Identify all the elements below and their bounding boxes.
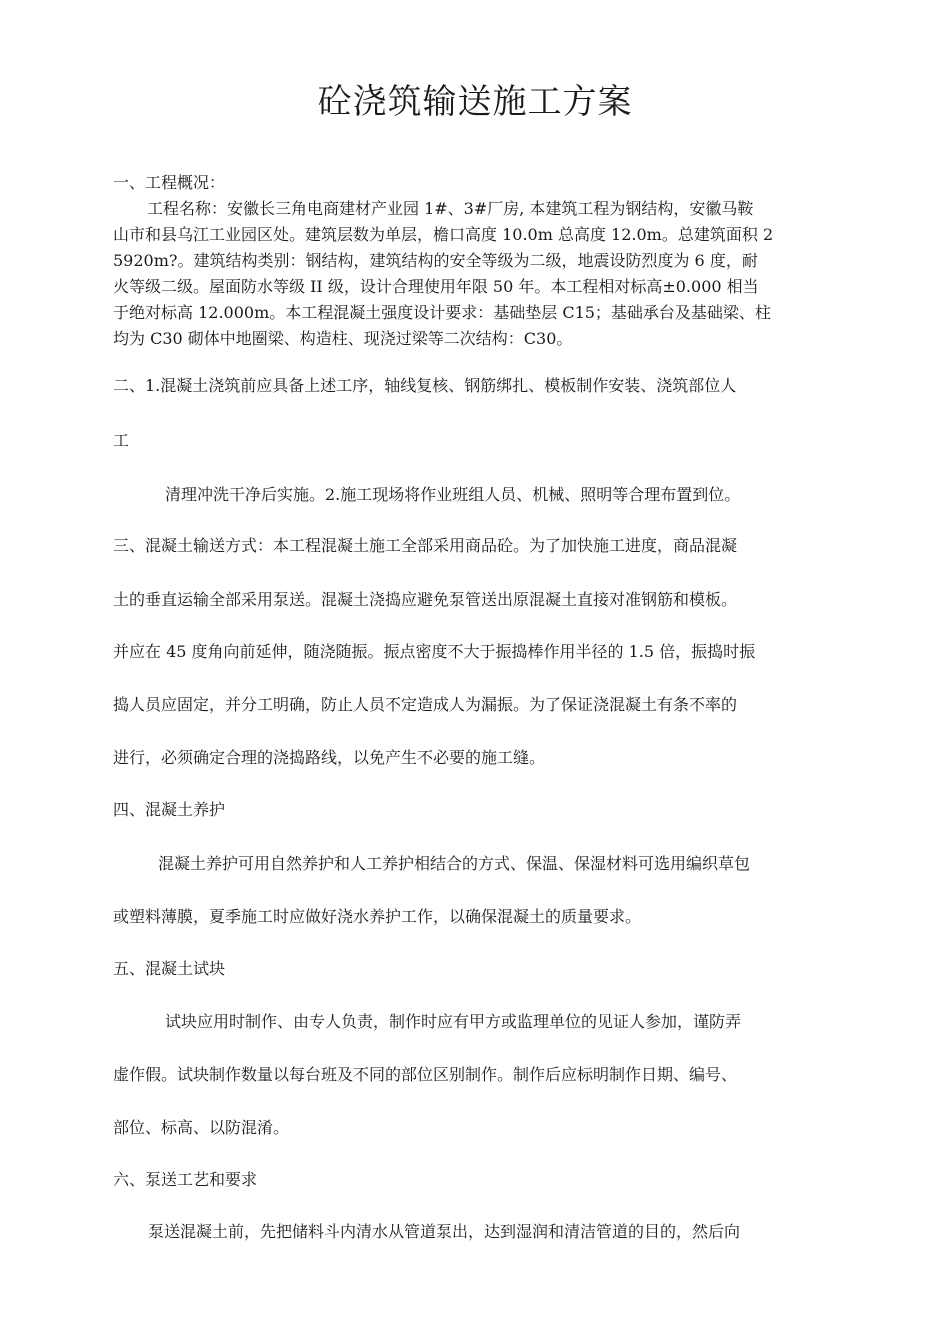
section-6-heading: 六、泵送工艺和要求 (113, 1170, 258, 1189)
section-5-heading: 五、混凝土试块 (113, 959, 226, 978)
section-3-line: 三、混凝土输送方式：本工程混凝土施工全部采用商品砼。为了加快施工进度，商品混凝 (113, 536, 738, 555)
section-4-line: 或塑料薄膜，夏季施工时应做好浇水养护工作，以确保混凝土的质量要求。 (113, 907, 642, 926)
paragraph-line: 于绝对标高 12.000m。本工程混凝土强度设计要求：基础垫层 C15；基础承台及基础梁、柱 (113, 303, 771, 322)
section-2-line: 二、1.混凝土浇筑前应具备上述工序，轴线复核、钢筋绑扎、模板制作安装、浇筑部位人 (113, 376, 737, 395)
section-1-heading: 一、工程概况： (113, 173, 226, 192)
document-title: 砼浇筑输送施工方案 (317, 82, 633, 122)
section-2-line: 工 (113, 431, 130, 450)
paragraph-line: 5920m?。建筑结构类别：钢结构，建筑结构的安全等级为二级，地震设防烈度为 6 度，耐 (113, 251, 758, 270)
section-6-line: 泵送混凝土前，先把储料斗内清水从管道泵出，达到湿润和清洁管道的目的，然后向 (148, 1222, 741, 1241)
section-3-line: 捣人员应固定，并分工明确，防止人员不定造成人为漏振。为了保证浇混凝土有条不率的 (113, 695, 738, 714)
section-3-line: 进行，必须确定合理的浇捣路线，以免产生不必要的施工缝。 (113, 748, 546, 767)
section-2-line: 清理冲洗干净后实施。2.施工现场将作业班组人员、机械、照明等合理布置到位。 (165, 485, 741, 504)
section-3-line: 并应在 45 度角向前延伸，随浇随振。振点密度不大于振捣棒作用半径的 1.5 倍，振捣时振 (113, 642, 756, 661)
section-4-heading: 四、混凝土养护 (113, 800, 226, 819)
paragraph-line: 工程名称：安徽长三角电商建材产业园 1#、3#厂房, 本建筑工程为钢结构，安徽马鞍 (147, 199, 754, 218)
section-3-line: 土的垂直运输全部采用泵送。混凝土浇捣应避免泵管送出原混凝土直接对准钢筋和模板。 (113, 590, 738, 609)
paragraph-line: 火等级二级。屋面防水等级 II 级，设计合理使用年限 50 年。本工程相对标高±0.000 相当 (113, 277, 759, 296)
section-4-line: 混凝土养护可用自然养护和人工养护相结合的方式、保温、保湿材料可选用编织草包 (158, 854, 751, 873)
section-5-line: 部位、标高、以防混淆。 (113, 1118, 290, 1137)
paragraph-line: 均为 C30 砌体中地圈梁、构造柱、现浇过梁等二次结构：C30。 (113, 329, 573, 348)
paragraph-line: 山市和县乌江工业园区处。建筑层数为单层，檐口高度 10.0m 总高度 12.0m。总建筑面积 2 (113, 225, 774, 244)
section-5-line: 虚作假。试块制作数量以每台班及不同的部位区别制作。制作后应标明制作日期、编号、 (113, 1065, 738, 1084)
section-5-line: 试块应用时制作、由专人负责，制作时应有甲方或监理单位的见证人参加，谨防弄 (165, 1012, 742, 1031)
